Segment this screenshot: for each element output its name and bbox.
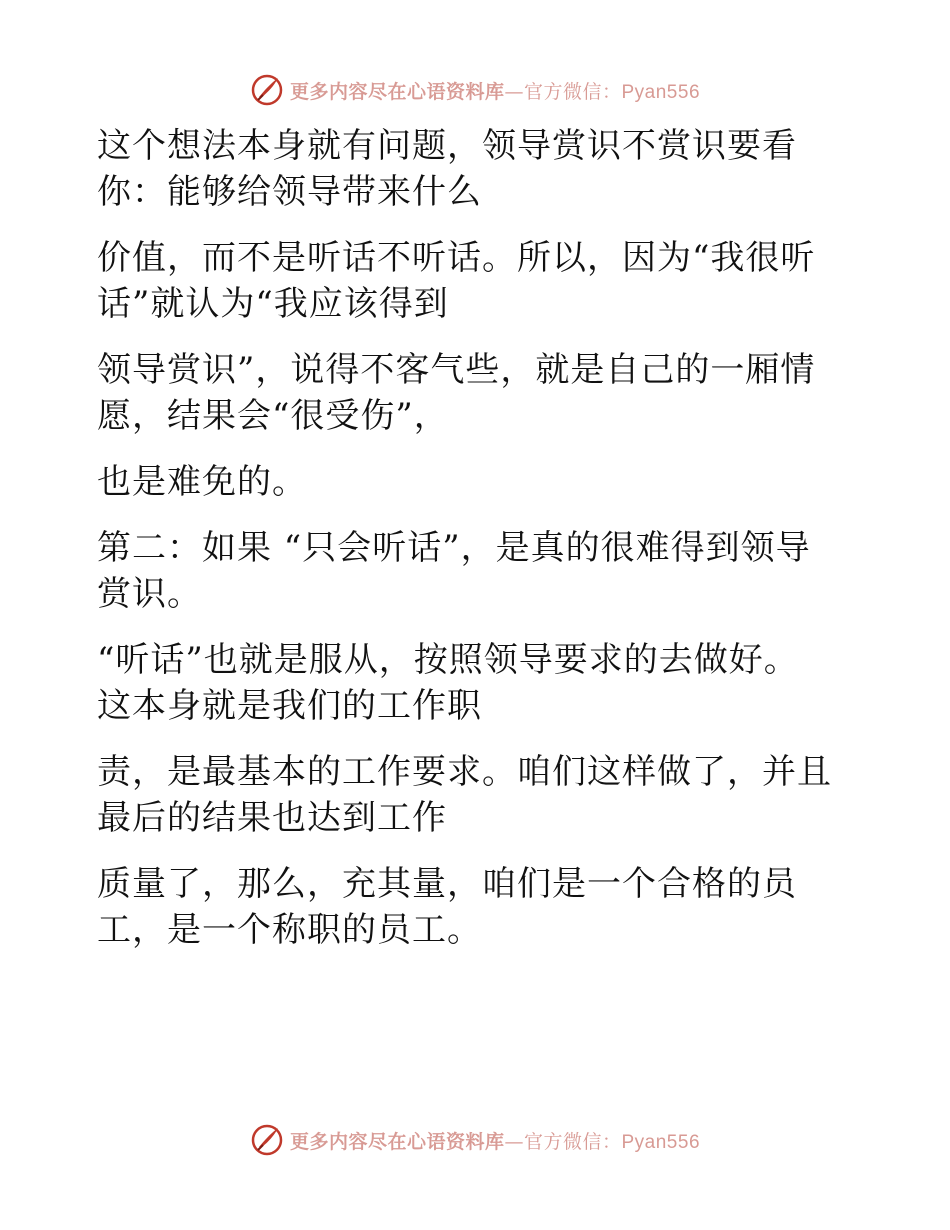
watermark-text — [290, 77, 700, 104]
text-line: 最后的结果也达到工作 — [97, 798, 447, 838]
text-line: 话”就认为“我应该得到 — [97, 284, 449, 324]
watermark-sub-text: 官方微信： — [523, 1130, 622, 1153]
text-line: 你：能够给领导带来什么 — [97, 172, 482, 212]
quill-logo-icon — [250, 1123, 284, 1157]
text-line: 价值，而不是听话不听话。所以，因为“我很听 — [97, 238, 816, 278]
paragraph — [97, 749, 857, 841]
footer-watermark — [0, 1120, 950, 1160]
watermark-group — [250, 73, 700, 107]
paragraph — [97, 347, 857, 439]
paragraph — [97, 123, 857, 215]
watermark-main-text: 更多内容尽在心语资料库 — [289, 1130, 505, 1153]
text-line: 愿，结果会“很受伤”， — [97, 396, 449, 436]
watermark-separator: — — [504, 80, 524, 103]
paragraph — [97, 637, 857, 729]
text-line: 质量了，那么，充其量，咱们是一个合格的员 — [97, 864, 797, 904]
text-line: 领导赏识”，说得不客气些，就是自己的一厢情 — [97, 350, 816, 390]
quill-logo-icon — [250, 73, 284, 107]
text-line: 这本身就是我们的工作职 — [97, 686, 482, 726]
watermark-separator: — — [504, 1130, 524, 1153]
paragraph — [97, 459, 857, 505]
paragraph — [97, 525, 857, 617]
watermark-wechat-id: Pyan556 — [621, 81, 701, 103]
text-line: “听话”也就是服从，按照领导要求的去做好。 — [97, 640, 799, 680]
watermark-wechat-id: Pyan556 — [621, 1131, 701, 1153]
watermark-main-text: 更多内容尽在心语资料库 — [289, 80, 505, 103]
header-watermark — [0, 70, 950, 110]
text-line: 第二：如果 “只会听话”，是真的很难得到领导 — [97, 528, 811, 568]
document-body — [97, 123, 857, 973]
text-line: 赏识。 — [97, 574, 202, 614]
paragraph — [97, 235, 857, 327]
watermark-sub-text: 官方微信： — [523, 80, 622, 103]
paragraph — [97, 861, 857, 953]
watermark-group — [250, 1123, 700, 1157]
text-line: 这个想法本身就有问题，领导赏识不赏识要看 — [97, 126, 797, 166]
text-line: 也是难免的。 — [97, 462, 307, 502]
watermark-text — [290, 1127, 700, 1154]
text-line: 工，是一个称职的员工。 — [97, 910, 482, 950]
text-line: 责，是最基本的工作要求。咱们这样做了，并且 — [97, 752, 832, 792]
